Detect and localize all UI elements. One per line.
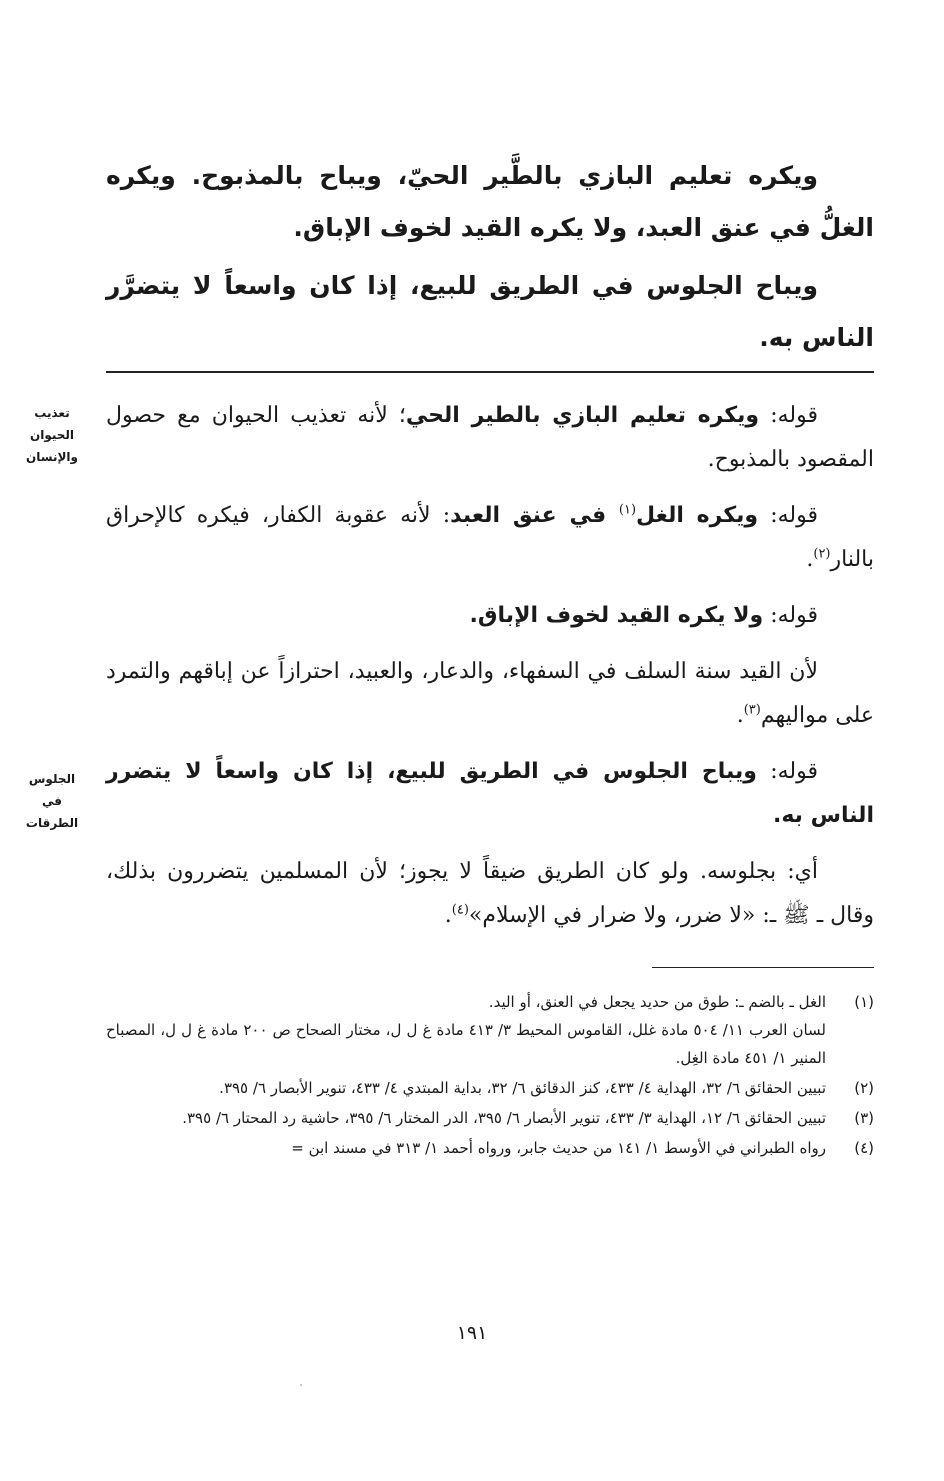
commentary-text: أي: بجلوسه. ولو كان الطريق ضيقاً لا يجوز؛ لأن المسلمين يتضررون بذلك، وقال ـ ﷺ ـ: «لا ضرر، ولا ضرار في الإسلام» <box>106 859 874 928</box>
commentary-text: . <box>736 703 744 728</box>
margin-note <box>12 768 92 834</box>
quote-prefix: قوله: <box>756 759 818 784</box>
footnote-text: تبيين الحقائق ٦/ ١٢، الهداية ٣/ ٤٣٣، تنوير الأبصار ٦/ ٣٩٥، الدر المختار ٦/ ٣٩٥، حاشية رد المحتار ٦/ ٣٩٥. <box>182 1109 826 1127</box>
footnote-ref[interactable]: (٤) <box>451 902 469 918</box>
footnote-number: (٢) <box>854 1079 874 1097</box>
footnote-divider <box>652 967 874 968</box>
margin-note-line: تعذيب <box>34 406 70 420</box>
margin-note-line: في <box>42 794 62 808</box>
commentary-paragraph <box>106 650 874 738</box>
commentary-block <box>106 394 874 950</box>
footnote <box>106 1074 874 1102</box>
footnote-number: (١) <box>854 993 874 1011</box>
quoted-text: في عنق العبد <box>450 503 619 528</box>
quote-prefix: قوله: <box>759 403 818 428</box>
page-number: ١٩١ <box>456 1322 488 1344</box>
quoted-text: ويباح الجلوس في الطريق للبيع، إذا كان واسعاً لا يتضرر الناس به. <box>106 759 874 828</box>
footnote-text: لسان العرب ١١/ ٥٠٤ مادة غلل، القاموس المحيط ٣/ ٤١٣ مادة غ ل ل، مختار الصحاح ص ٢٠٠ مادة غ ل ل، المصباح المنير ١/ ٤٥١ مادة الغِل. <box>106 1021 827 1067</box>
footnotes <box>106 988 874 1164</box>
scan-speck <box>300 1384 302 1386</box>
margin-note-line: الجلوس <box>28 772 76 786</box>
footnote-ref[interactable]: (٣) <box>743 702 761 718</box>
margin-note <box>12 402 92 468</box>
commentary-text: : لأنه عقوبة الكفار، فيكره كالإحراق بالنار <box>106 503 874 572</box>
quoted-text: ولا يكره القيد لخوف الإباق. <box>469 603 764 628</box>
commentary-paragraph <box>106 494 874 582</box>
footnote <box>106 988 874 1072</box>
commentary-paragraph <box>106 750 874 838</box>
commentary-paragraph <box>106 594 874 638</box>
main-text-divider <box>106 371 874 373</box>
footnote-ref[interactable]: (١) <box>618 502 637 518</box>
quoted-text: ويكره تعليم البازي بالطير الحي <box>405 403 760 428</box>
footnote-text: الغل ـ بالضم ـ: طوق من حديد يجعل في العنق، أو اليد. <box>488 993 826 1011</box>
commentary-text: . <box>444 903 452 928</box>
commentary-paragraph <box>106 394 874 482</box>
commentary-paragraph <box>106 850 874 938</box>
margin-note-line: والإنسان <box>26 450 78 464</box>
commentary-text: . <box>806 547 814 572</box>
main-paragraph: ويكره تعليم البازي بالطَّير الحيّ، ويباح بالمذبوح. ويكره الغلُّ في عنق العبد، ولا يكره القيد لخوف الإباق. <box>106 161 874 242</box>
margin-note-line: الحيوان <box>29 428 75 442</box>
footnote <box>106 1104 874 1132</box>
quote-prefix: قوله: <box>763 603 818 628</box>
commentary-text: لأن القيد سنة السلف في السفهاء، والدعار، والعبيد، احترازاً عن إباقهم والتمرد على مواليهم <box>106 659 874 728</box>
quote-prefix: قوله: <box>758 503 819 528</box>
footnote-text: تبيين الحقائق ٦/ ٣٢، الهداية ٤/ ٤٣٣، كنز الدقائق ٦/ ٣٢، بداية المبتدي ٤/ ٤٣٣، تنوير الأبصار ٦/ ٣٩٥. <box>219 1079 826 1097</box>
footnote-number: (٣) <box>854 1109 874 1127</box>
margin-note-line: الطرقات <box>25 816 79 830</box>
footnote-ref[interactable]: (٢) <box>813 546 831 562</box>
commentary-text: ؛ لأنه تعذيب الحيوان مع حصول المقصود بالمذبوح. <box>106 403 874 472</box>
quoted-text: ويكره الغل <box>636 503 759 528</box>
main-text-block <box>106 150 874 370</box>
footnote-number: (٤) <box>854 1139 874 1157</box>
footnote <box>106 1134 874 1162</box>
main-paragraph: ويباح الجلوس في الطريق للبيع، إذا كان واسعاً لا يتضرَّر الناس به. <box>106 271 874 352</box>
footnote-text: رواه الطبراني في الأوسط ١/ ١٤١ من حديث جابر، ورواه أحمد ١/ ٣١٣ في مسند ابن = <box>291 1139 826 1157</box>
